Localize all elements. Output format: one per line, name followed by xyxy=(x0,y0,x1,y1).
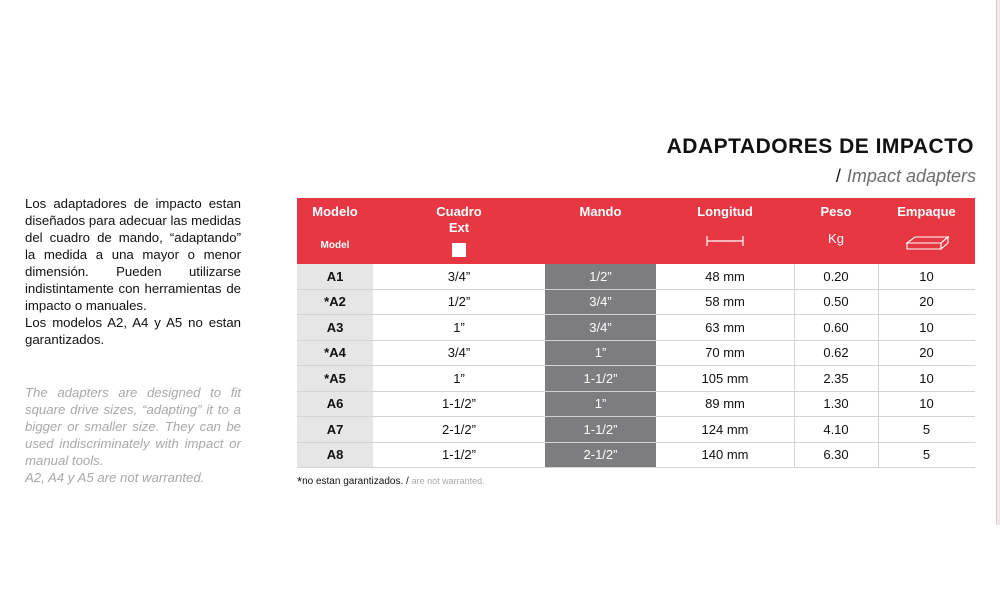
page-subtitle xyxy=(836,166,976,187)
model-cell: A3 xyxy=(297,315,373,340)
model-cell: *A5 xyxy=(297,366,373,391)
longitud-cell: 70 mm xyxy=(656,341,795,366)
peso-cell: 1.30 xyxy=(794,392,879,417)
adapters-table xyxy=(297,198,975,468)
description-english xyxy=(25,384,241,486)
cuadro-cell: 1-1/2” xyxy=(442,396,476,412)
model-cell: A7 xyxy=(297,417,373,442)
empaque-cell: 10 xyxy=(919,319,934,335)
empaque-cell: 20 xyxy=(919,294,934,310)
peso-cell: 4.10 xyxy=(794,417,879,442)
empaque-cell: 10 xyxy=(919,370,934,386)
header-empaque: Empaque xyxy=(878,198,975,264)
longitud-cell: 63 mm xyxy=(656,315,795,340)
empaque-cell: 5 xyxy=(922,421,931,437)
page-edge xyxy=(996,0,1000,525)
length-icon xyxy=(706,234,744,248)
peso-cell: 0.50 xyxy=(794,290,879,315)
table-row xyxy=(297,341,975,367)
model-cell: *A4 xyxy=(297,341,373,366)
empaque-cell: 20 xyxy=(919,345,934,361)
mando-cell: 1” xyxy=(545,392,656,417)
cuadro-cell: 3/4” xyxy=(447,268,471,284)
cuadro-cell: 3/4” xyxy=(447,345,471,361)
table-row xyxy=(297,290,975,316)
table-header xyxy=(297,198,975,264)
table-row xyxy=(297,315,975,341)
header-mando: Mando xyxy=(579,204,622,219)
table-row xyxy=(297,264,975,290)
description-en-paragraph: The adapters are designed to fit square drive sizes, “adapting” it to a bigger or smaller size. They can be used indiscriminately with impact or manual tools. xyxy=(25,385,241,468)
longitud-cell: 58 mm xyxy=(656,290,795,315)
longitud-cell: 140 mm xyxy=(656,443,795,468)
description-es-note: Los modelos A2, A4 y A5 no estan garantizados. xyxy=(25,315,241,347)
square-drive-icon xyxy=(452,243,466,257)
subtitle-slash: / xyxy=(835,166,841,186)
mando-cell: 2-1/2” xyxy=(545,443,656,468)
table-row xyxy=(297,366,975,392)
empaque-cell: 10 xyxy=(919,268,934,284)
longitud-cell: 89 mm xyxy=(656,392,795,417)
peso-unit: Kg xyxy=(828,231,844,246)
longitud-cell: 48 mm xyxy=(656,264,795,289)
model-cell: A8 xyxy=(297,443,373,468)
description-en-note: A2, A4 y A5 are not warranted. xyxy=(25,470,205,485)
description-spanish xyxy=(25,195,241,348)
model-cell: A6 xyxy=(297,392,373,417)
peso-cell: 0.60 xyxy=(794,315,879,340)
model-cell: *A2 xyxy=(297,290,373,315)
mando-cell: 1-1/2” xyxy=(545,417,656,442)
page-title: ADAPTADORES DE IMPACTO xyxy=(666,135,974,158)
cuadro-cell: 1/2” xyxy=(447,294,471,310)
longitud-cell: 124 mm xyxy=(656,417,795,442)
peso-cell: 0.62 xyxy=(794,341,879,366)
empaque-cell: 10 xyxy=(919,396,934,412)
mando-cell: 1-1/2” xyxy=(545,366,656,391)
description-es-paragraph: Los adaptadores de impacto estan diseñados para adecuar las medidas del cuadro de mando, “adaptando” la medida a una mayor o menor dimensión. Pueden utilizarse indistintamente con herramientas de impacto o manuales. xyxy=(25,196,241,313)
cuadro-cell: 1” xyxy=(453,370,465,386)
table-row xyxy=(297,417,975,443)
peso-cell: 6.30 xyxy=(794,443,879,468)
table-row xyxy=(297,443,975,469)
peso-cell: 2.35 xyxy=(794,366,879,391)
table-row xyxy=(297,392,975,418)
header-model-en: Model xyxy=(320,240,350,251)
model-cell: A1 xyxy=(297,264,373,289)
header-modelo: Modelo Model xyxy=(297,198,373,264)
cuadro-cell: 2-1/2” xyxy=(442,421,476,437)
empaque-cell: 5 xyxy=(922,447,931,463)
cuadro-cell: 1-1/2” xyxy=(442,447,476,463)
peso-cell: 0.20 xyxy=(794,264,879,289)
mando-cell: 3/4” xyxy=(545,315,656,340)
mando-cell: 1/2” xyxy=(545,264,656,289)
table-body xyxy=(297,264,975,468)
header-peso: Peso Kg xyxy=(794,198,878,264)
longitud-cell: 105 mm xyxy=(656,366,795,391)
cuadro-cell: 1” xyxy=(453,319,465,335)
footnote: *no estan garantizados. / are not warranted. xyxy=(297,474,485,489)
package-icon xyxy=(905,234,949,250)
mando-cell: 1” xyxy=(545,341,656,366)
subtitle-text: Impact adapters xyxy=(846,166,976,186)
header-cuadro: Cuadro Ext xyxy=(373,198,545,264)
header-longitud: Longitud xyxy=(656,198,794,264)
mando-cell: 3/4” xyxy=(545,290,656,315)
